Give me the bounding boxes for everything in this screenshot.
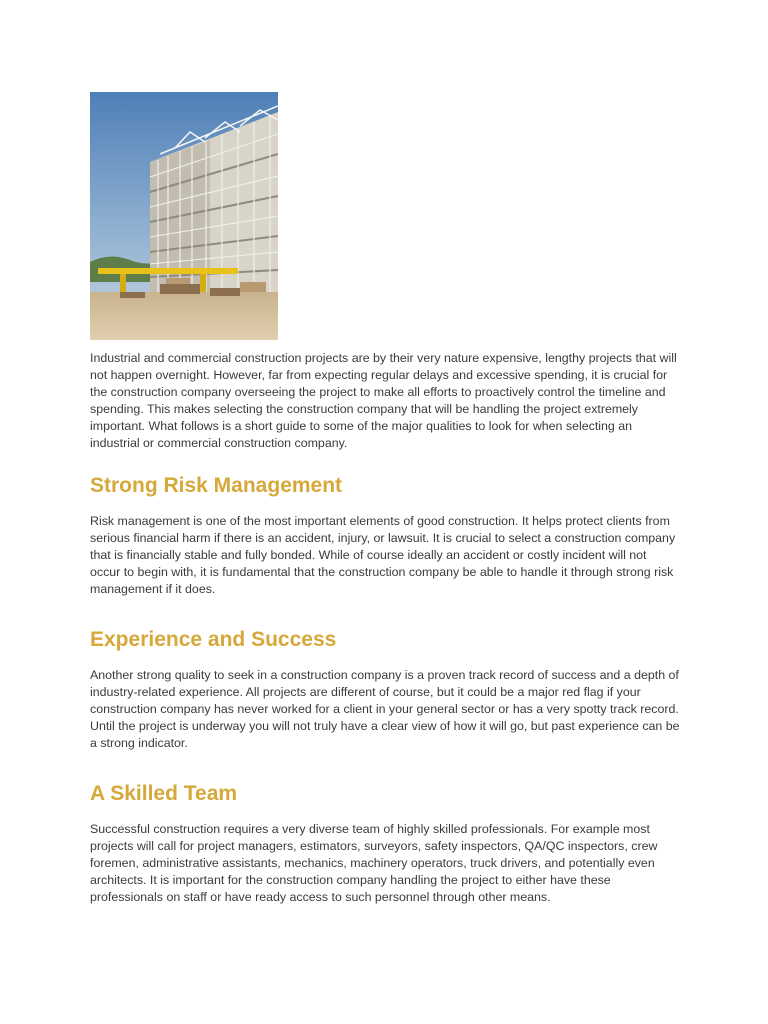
skilled-team-paragraph: Successful construction requires a very diverse team of highly skilled professionals. For example most projects will call for project managers, estimators, surveyors, safety inspectors, QA/QC inspectors, crew foremen, administrative assistants, mechanics, machinery operators, truck drivers, and potentially even architects. It is important for the construction company handling the project to either have these professionals on staff or have ready access to such personnel through other means. xyxy=(90,822,658,904)
construction-building-photo xyxy=(90,92,278,340)
heading-a-skilled-team: A Skilled Team xyxy=(90,782,238,805)
heading-experience-and-success: Experience and Success xyxy=(90,628,337,651)
heading-strong-risk-management: Strong Risk Management xyxy=(90,474,343,497)
intro-paragraph: Industrial and commercial construction projects are by their very nature expensive, lengthy projects that will not happen overnight. However, far from expecting regular delays and excessive spending, it is crucial for the construction company overseeing the project to make all efforts to proactively control the timeline and spending. This makes selecting the construction company that will be handling the project extremely important. What follows is a short guide to some of the major qualities to look for when selecting an industrial or commercial construction company. xyxy=(90,351,677,450)
experience-paragraph: Another strong quality to seek in a construction company is a proven track record of success and a depth of industry-related experience. All projects are different of course, but it could be a major red flag if your construction company has never worked for a client in your general sector or has a very spotty track record. Until the project is underway you will not truly have a clear view of how it will go, but past experience can be a strong indicator. xyxy=(90,668,680,750)
risk-management-paragraph: Risk management is one of the most important elements of good construction. It helps protect clients from serious financial harm if there is an accident, injury, or lawsuit. It is crucial to select a construction company that is financially stable and fully bonded. While of course ideally an accident or costly incident will not occur to begin with, it is fundamental that the construction company be able to handle it through strong risk management if it does. xyxy=(90,514,676,596)
document-page xyxy=(90,92,680,906)
